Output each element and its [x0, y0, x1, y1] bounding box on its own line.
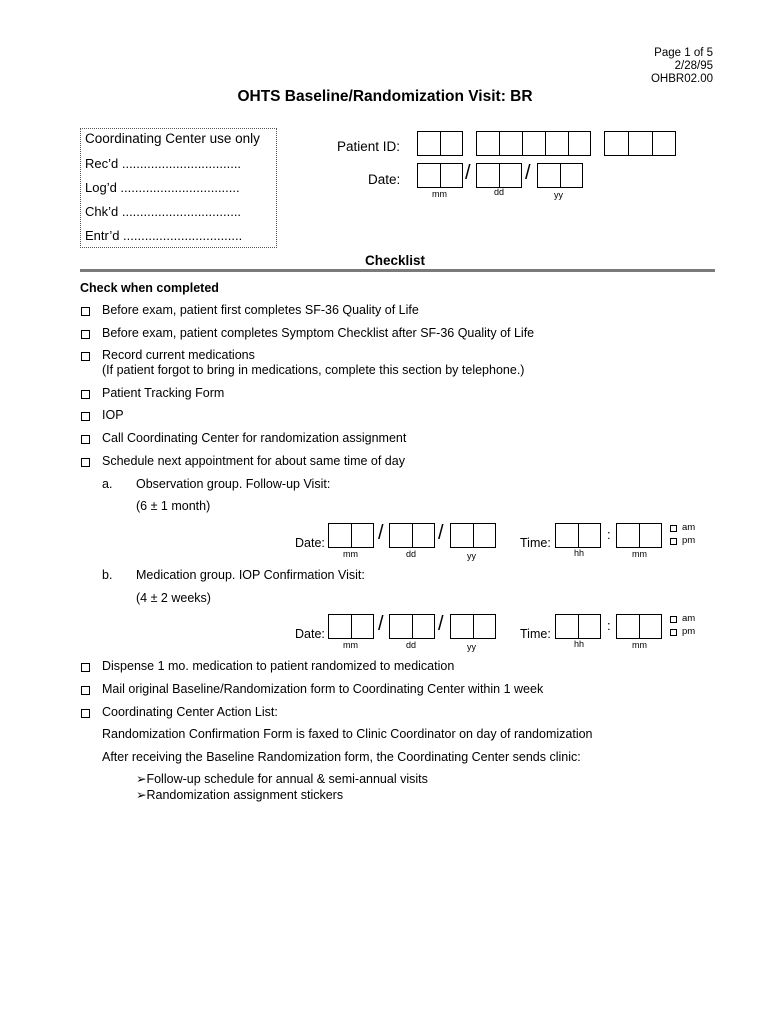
recd-line[interactable]: Rec’d .................................: [85, 156, 242, 171]
mm-caption: mm: [432, 189, 447, 199]
divider: [560, 163, 561, 188]
item4-text: Patient Tracking Form: [102, 386, 225, 400]
checkbox-item2[interactable]: [81, 330, 90, 339]
dd-caption: dd: [406, 549, 417, 559]
divider: [351, 614, 352, 639]
divider: [639, 614, 640, 639]
option-a-text: Observation group. Follow-up Visit:: [136, 477, 331, 491]
pm-label: pm: [682, 535, 696, 546]
divider: [412, 523, 413, 548]
logd-line[interactable]: Log’d .................................: [85, 180, 240, 195]
item6-text: Call Coordinating Center for randomization assignment: [102, 431, 407, 445]
slash: /: [438, 613, 444, 635]
divider: [628, 131, 629, 156]
item3-note: (If patient forgot to bring in medications, complete this section by telephone.): [102, 363, 525, 377]
mm-caption: mm: [343, 640, 358, 650]
divider: [652, 131, 653, 156]
divider: [568, 131, 569, 156]
slash: /: [465, 162, 471, 184]
colon: :: [607, 618, 611, 633]
divider: [473, 614, 474, 639]
check-when-completed: Check when completed: [80, 281, 219, 295]
action-item-1: Randomization Confirmation Form is faxed to Clinic Coordinator on day of randomization: [102, 727, 593, 741]
checkbox-item6[interactable]: [81, 435, 90, 444]
page-title: OHTS Baseline/Randomization Visit: BR: [237, 88, 533, 105]
divider: [351, 523, 352, 548]
iop-date-label: Date:: [295, 627, 325, 641]
divider: [578, 523, 579, 548]
hh-caption: hh: [574, 639, 585, 649]
checkbox-item1[interactable]: [81, 307, 90, 316]
checkbox-item7[interactable]: [81, 458, 90, 467]
hh-caption: hh: [574, 548, 585, 558]
section-rule: [80, 269, 715, 272]
divider: [473, 523, 474, 548]
divider: [578, 614, 579, 639]
option-a-interval: (6 ± 1 month): [136, 499, 211, 513]
divider: [522, 131, 523, 156]
followup-pm-checkbox[interactable]: [670, 538, 677, 545]
date-label: Date:: [368, 172, 401, 187]
item3-text: Record current medications: [102, 348, 255, 362]
item7-text: Schedule next appointment for about same time of day: [102, 454, 405, 468]
yy-caption: yy: [467, 551, 476, 561]
iop-time-label: Time:: [520, 627, 551, 641]
option-b-letter: b.: [102, 568, 113, 582]
yy-caption: yy: [554, 190, 563, 200]
mm-caption: mm: [632, 549, 647, 559]
am-label: am: [682, 613, 696, 624]
followup-time-label: Time:: [520, 536, 551, 550]
checkbox-item3[interactable]: [81, 352, 90, 361]
coordinating-heading: Coordinating Center use only: [85, 131, 260, 146]
item8-text: Dispense 1 mo. medication to patient randomized to medication: [102, 659, 455, 673]
yy-caption: yy: [467, 642, 476, 652]
divider: [499, 163, 500, 188]
patient-id-group-3[interactable]: [604, 131, 676, 156]
patient-id-label: Patient ID:: [337, 139, 401, 154]
divider: [412, 614, 413, 639]
page-number: Page 1 of 5: [654, 47, 713, 59]
slash: /: [378, 522, 384, 544]
checkbox-item5[interactable]: [81, 412, 90, 421]
checkbox-item8[interactable]: [81, 663, 90, 672]
slash: /: [525, 162, 531, 184]
item2-text: Before exam, patient completes Symptom Checklist after SF-36 Quality of Life: [102, 326, 535, 340]
am-label: am: [682, 522, 696, 533]
item10-text: Coordinating Center Action List:: [102, 705, 278, 719]
mm-caption: mm: [632, 640, 647, 650]
chkd-line[interactable]: Chk’d .................................: [85, 204, 242, 219]
dd-caption: dd: [406, 640, 417, 650]
bullet-followup-schedule: ➢Follow-up schedule for annual & semi-annual visits: [136, 772, 428, 786]
checklist-title: Checklist: [365, 253, 426, 268]
divider: [440, 131, 441, 156]
bullet-randomization-stickers: ➢Randomization assignment stickers: [136, 788, 344, 802]
checkbox-item10[interactable]: [81, 709, 90, 718]
option-b-text: Medication group. IOP Confirmation Visit:: [136, 568, 365, 582]
option-a-letter: a.: [102, 477, 113, 491]
dd-caption: dd: [494, 187, 505, 197]
pm-label: pm: [682, 626, 696, 637]
divider: [545, 131, 546, 156]
form-code: OHBR02.00: [650, 73, 713, 85]
mm-caption: mm: [343, 549, 358, 559]
patient-id-group-2[interactable]: [476, 131, 591, 156]
item1-text: Before exam, patient first completes SF-36 Quality of Life: [102, 303, 419, 317]
divider: [639, 523, 640, 548]
slash: /: [438, 522, 444, 544]
colon: :: [607, 527, 611, 542]
iop-am-checkbox[interactable]: [670, 616, 677, 623]
checkbox-item4[interactable]: [81, 390, 90, 399]
item5-text: IOP: [102, 408, 124, 422]
divider: [499, 131, 500, 156]
option-b-interval: (4 ± 2 weeks): [136, 591, 211, 605]
followup-date-label: Date:: [295, 536, 325, 550]
checkbox-item9[interactable]: [81, 686, 90, 695]
action-item-2: After receiving the Baseline Randomization form, the Coordinating Center sends clinic:: [102, 750, 581, 764]
slash: /: [378, 613, 384, 635]
iop-pm-checkbox[interactable]: [670, 629, 677, 636]
divider: [440, 163, 441, 188]
item9-text: Mail original Baseline/Randomization form to Coordinating Center within 1 week: [102, 682, 544, 696]
entrd-line[interactable]: Entr’d .................................: [85, 228, 243, 243]
followup-am-checkbox[interactable]: [670, 525, 677, 532]
form-date: 2/28/95: [674, 60, 713, 72]
